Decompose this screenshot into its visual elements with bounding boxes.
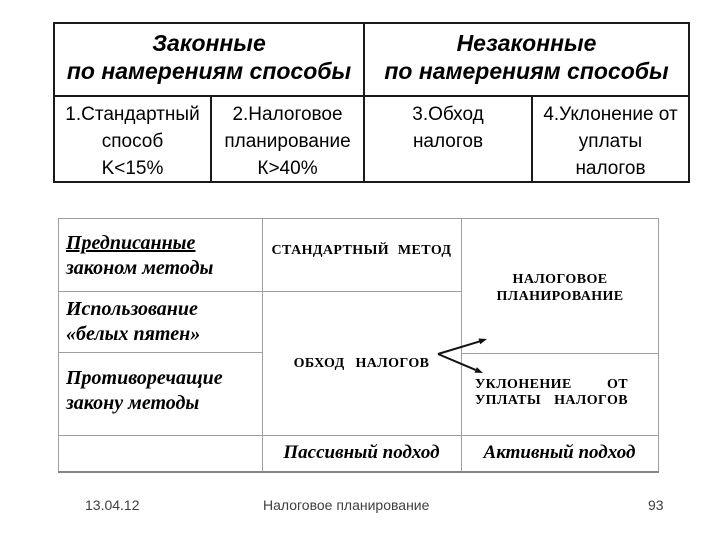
- cell-line: способ: [101, 131, 164, 152]
- row-label-line: законом методы: [66, 257, 214, 279]
- cell-tax-planning: [212, 97, 365, 181]
- cell-line: уплаты: [578, 131, 643, 152]
- cell-line: 4.Уклонение от: [543, 104, 678, 125]
- cell-line: планирование: [224, 131, 351, 152]
- grid-line: [58, 218, 659, 219]
- label-line: ПЛАНИРОВАНИЕ: [496, 289, 624, 304]
- header-line: Законные: [152, 30, 266, 56]
- cell-line: налогов: [412, 131, 484, 152]
- cell-line: К>40%: [257, 158, 318, 179]
- header-cell-illegal: [365, 24, 688, 97]
- approach-passive: Пассивный подход: [283, 442, 440, 463]
- grid-line: [58, 435, 659, 436]
- header-line: по намерениям способы: [384, 58, 669, 84]
- row-label-line: закону методы: [66, 392, 200, 414]
- grid-line: [58, 471, 659, 473]
- grid-line: [58, 291, 462, 292]
- footer-title: Налоговое планирование: [263, 497, 430, 513]
- branch-arrows: [425, 328, 500, 383]
- label-line: НАЛОГОВОЕ: [512, 272, 608, 287]
- row-label-line: Предписанные: [66, 232, 196, 254]
- cell-tax-evasion: [533, 97, 688, 181]
- label-line: УПЛАТЫ НАЛОГОВ: [475, 393, 628, 408]
- cell-tax-avoidance: [365, 97, 533, 181]
- footer-page-number: 93: [648, 497, 664, 513]
- footer-date: 13.04.12: [85, 497, 140, 513]
- header-cell-legal: [55, 24, 365, 97]
- cell-line: 2.Налоговое: [232, 104, 343, 125]
- row-label-prescribed: [66, 231, 258, 281]
- top-table: [53, 22, 690, 183]
- cell-line: налогов: [575, 158, 646, 179]
- label-standard-method: СТАНДАРТНЫЙ МЕТОД: [271, 243, 452, 258]
- grid-line: [58, 352, 263, 353]
- cell-line: 3.Обход: [412, 104, 484, 125]
- row-label-line: Использование: [66, 298, 198, 320]
- header-line: Незаконные: [456, 30, 597, 56]
- label-tax-planning: [462, 271, 658, 305]
- row-label-line: «белых пятен»: [66, 323, 201, 345]
- row-label-contradicting: [66, 366, 258, 416]
- cell-line: 1.Стандартный: [65, 104, 200, 125]
- row-label-white-spots: [66, 297, 258, 347]
- header-line: по намерениям способы: [66, 58, 352, 84]
- cell-standard-method: [55, 97, 212, 181]
- label-tax-avoidance: ОБХОД НАЛОГОВ: [293, 356, 430, 371]
- row-label-line: Противоречащие: [66, 367, 223, 389]
- approach-active: Активный подход: [483, 442, 636, 463]
- label-line: УКЛОНЕНИЕ ОТ: [475, 377, 628, 392]
- cell-line: K<15%: [101, 158, 164, 179]
